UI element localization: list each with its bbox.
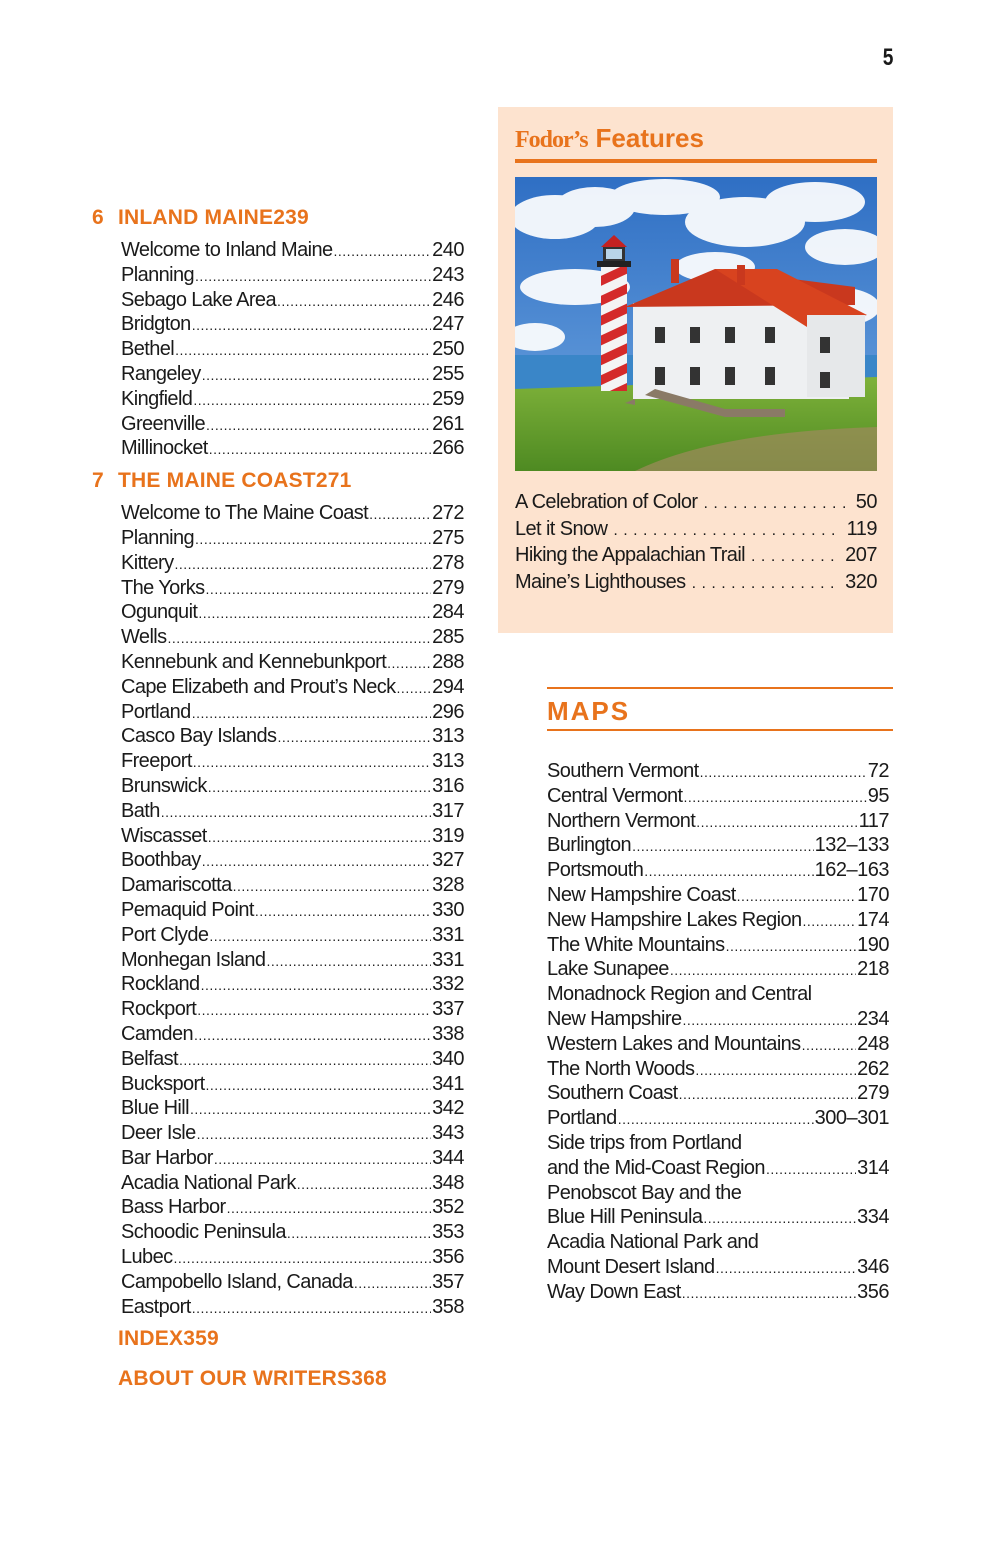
- leader-dots: [703, 491, 849, 516]
- map-entry-page: 218: [857, 958, 889, 981]
- leader-dots: [737, 884, 856, 908]
- map-entry-page: 346: [857, 1255, 889, 1278]
- leader-dots: [192, 701, 431, 725]
- toc-entry-label: Bethel: [121, 338, 175, 361]
- leader-dots: [197, 1122, 431, 1146]
- leader-dots: [174, 1246, 432, 1270]
- leader-dots: [194, 1023, 431, 1047]
- leader-dots: [277, 725, 431, 749]
- leader-dots: [195, 527, 431, 551]
- page-number: 5: [882, 44, 894, 71]
- map-entry[interactable]: [547, 759, 889, 784]
- leader-dots: [334, 239, 432, 263]
- toc-entry-label: Bath: [121, 799, 160, 822]
- map-entry[interactable]: [547, 784, 889, 809]
- map-entry-line: Monadnock Region and Central: [547, 983, 812, 1006]
- map-entry-page: 162–163: [814, 859, 889, 882]
- toc-entry-page: 250: [432, 338, 464, 361]
- toc-entry-page: 343: [432, 1122, 464, 1145]
- toc-entry-page: 278: [432, 551, 464, 574]
- features-divider: [515, 159, 877, 163]
- toc-chapter-heading[interactable]: [92, 206, 464, 238]
- leader-dots: [287, 1221, 431, 1245]
- features-box: [498, 107, 893, 633]
- map-entry[interactable]: [547, 1007, 889, 1032]
- leader-dots: [192, 1296, 431, 1320]
- toc-entry-label: Ogunquit: [121, 601, 198, 624]
- toc-entry[interactable]: [121, 1245, 464, 1270]
- map-entry-page: 117: [858, 809, 889, 832]
- toc-entry-page: 352: [432, 1196, 464, 1219]
- toc-entry-page: 266: [432, 437, 464, 460]
- leader-dots: [192, 313, 431, 337]
- map-entry-label: The North Woods: [547, 1057, 695, 1080]
- leader-dots: [168, 626, 432, 650]
- toc-entry[interactable]: [121, 436, 464, 461]
- toc-entry[interactable]: [121, 551, 464, 576]
- leader-dots: [193, 388, 431, 412]
- toc-entry-label: Brunswick: [121, 774, 207, 797]
- toc-entry[interactable]: [121, 238, 464, 263]
- toc-about-writers-page: 368: [351, 1367, 387, 1391]
- fodors-logo: Fodor’s: [515, 127, 588, 153]
- toc-entry-label: Monhegan Island: [121, 948, 266, 971]
- toc-entry-page: 337: [432, 998, 464, 1021]
- toc-entry-page: 331: [432, 923, 464, 946]
- toc-entry[interactable]: [121, 724, 464, 749]
- toc-entry-label: Sebago Lake Area: [121, 288, 276, 311]
- toc-entry-label: Kingfield: [121, 387, 193, 410]
- map-entry-page: 174: [857, 908, 889, 931]
- toc-entry[interactable]: [121, 362, 464, 387]
- chapter-title: INLAND MAINE: [118, 206, 274, 229]
- leader-dots: [209, 437, 431, 461]
- leader-dots: [682, 1281, 856, 1305]
- leader-dots: [202, 363, 431, 387]
- map-entry-page: 279: [857, 1082, 889, 1105]
- map-entry-line: Acadia National Park and: [547, 1231, 759, 1254]
- map-entry-label: Northern Vermont: [547, 809, 696, 832]
- leader-dots: [618, 1107, 814, 1131]
- map-entry-label: Lake Sunapee: [547, 958, 669, 981]
- feature-entry-page: 320: [845, 570, 877, 593]
- leader-dots: [684, 785, 867, 809]
- map-entry-line: Penobscot Bay and the: [547, 1181, 742, 1204]
- toc-entry-page: 327: [432, 849, 464, 872]
- leader-dots: [632, 834, 814, 858]
- leader-dots: [726, 934, 857, 958]
- toc-entry-page: 344: [432, 1146, 464, 1169]
- toc-entry[interactable]: [121, 1096, 464, 1121]
- toc-entry[interactable]: [121, 1022, 464, 1047]
- toc-entry[interactable]: [121, 1195, 464, 1220]
- toc-entry[interactable]: [121, 948, 464, 973]
- leader-dots: [700, 760, 867, 784]
- toc-entry-page: 284: [432, 601, 464, 624]
- feature-entry-label: Let it Snow: [515, 517, 608, 540]
- maps-bottom-rule: [547, 729, 893, 731]
- toc-entry-page: 255: [432, 362, 464, 385]
- toc-entry-label: Pemaquid Point: [121, 898, 254, 921]
- toc-entry-page: 275: [432, 526, 464, 549]
- map-entry[interactable]: [547, 1205, 889, 1230]
- toc-entry-label: Millinocket: [121, 437, 208, 460]
- toc-entry-page: 331: [432, 948, 464, 971]
- leader-dots: [354, 1271, 431, 1295]
- map-entry[interactable]: [547, 1057, 889, 1082]
- toc-entry[interactable]: [121, 873, 464, 898]
- toc-entry-label: Welcome to Inland Maine: [121, 239, 333, 261]
- leader-dots: [209, 924, 431, 948]
- feature-entry[interactable]: [515, 489, 877, 516]
- leader-dots: [802, 1033, 857, 1057]
- toc-entry-page: 316: [432, 774, 464, 797]
- toc-entry-page: 330: [432, 898, 464, 921]
- toc-entry-label: Damariscotta: [121, 874, 232, 897]
- toc-entry-page: 247: [432, 313, 464, 336]
- map-entry-label: New Hampshire: [547, 1007, 682, 1030]
- feature-entry-label: Maine’s Lighthouses: [515, 570, 686, 593]
- leader-dots: [206, 577, 432, 601]
- leader-dots: [201, 973, 432, 997]
- toc-entry[interactable]: [121, 263, 464, 288]
- map-entry[interactable]: [547, 933, 889, 958]
- toc-entry-page: 338: [432, 1022, 464, 1045]
- toc-entry-label: Wiscasset: [121, 824, 207, 847]
- toc-entry-page: 356: [432, 1246, 464, 1269]
- map-entry-label: and the Mid-Coast Region: [547, 1156, 765, 1179]
- leader-dots: [233, 874, 432, 898]
- toc-entry-label: Bridgton: [121, 313, 191, 336]
- toc-entry[interactable]: [121, 848, 464, 873]
- leader-dots: [255, 899, 431, 923]
- map-entry[interactable]: [547, 833, 889, 858]
- toc-entry-label: Deer Isle: [121, 1122, 196, 1145]
- map-entry-label: Portland: [547, 1107, 617, 1130]
- map-entry-page: 170: [857, 883, 889, 906]
- feature-entry-page: 119: [846, 517, 877, 540]
- toc-entry-label: Bass Harbor: [121, 1196, 226, 1219]
- toc-entry[interactable]: [121, 650, 464, 675]
- map-entry-label: Southern Vermont: [547, 760, 699, 782]
- toc-entry-label: Kittery: [121, 551, 174, 574]
- map-entry-page: 300–301: [814, 1107, 889, 1130]
- chapter-page: 271: [315, 469, 352, 493]
- map-entry-label: Portsmouth: [547, 859, 644, 882]
- leader-dots: [682, 1008, 856, 1032]
- leader-dots: [692, 571, 840, 596]
- toc-entry[interactable]: [121, 700, 464, 725]
- map-entry-label: The White Mountains: [547, 933, 725, 956]
- toc-entry[interactable]: [121, 387, 464, 412]
- map-entry-label: Way Down East: [547, 1280, 681, 1303]
- features-heading: [515, 123, 704, 157]
- toc-entry-label: Lubec: [121, 1246, 173, 1269]
- toc-entry-page: 296: [432, 700, 464, 723]
- toc-entry[interactable]: [121, 625, 464, 650]
- features-title: Features: [595, 123, 704, 153]
- chapter-page: 239: [273, 206, 309, 229]
- feature-entry[interactable]: [515, 542, 877, 569]
- chapter-list: [92, 206, 464, 1319]
- chapter-number: 7: [92, 469, 104, 493]
- toc-entry-label: Rangeley: [121, 362, 201, 385]
- lighthouse-photo: [515, 177, 877, 471]
- toc-entry-label: Bucksport: [121, 1072, 205, 1095]
- toc-entry-page: 272: [432, 502, 464, 525]
- toc-entry-page: 261: [432, 412, 464, 435]
- maps-title: MAPS: [547, 696, 631, 726]
- map-entry[interactable]: [547, 1255, 889, 1280]
- toc-entry-label: Blue Hill: [121, 1097, 189, 1120]
- leader-dots: [266, 949, 431, 973]
- leader-dots: [751, 544, 839, 569]
- maps-section: [547, 687, 893, 1305]
- toc-entry-label: Camden: [121, 1022, 193, 1045]
- toc-entry[interactable]: [121, 774, 464, 799]
- map-entry-label: New Hampshire Lakes Region: [547, 908, 802, 931]
- toc-entry-page: 340: [432, 1047, 464, 1070]
- map-entry[interactable]: [547, 858, 889, 883]
- toc-entry-page: 328: [432, 874, 464, 897]
- map-entry-page: 248: [857, 1032, 889, 1055]
- toc-entry-page: 317: [432, 799, 464, 822]
- map-entry-line: Side trips from Portland: [547, 1131, 742, 1154]
- map-entry-page: 190: [857, 933, 889, 956]
- leader-dots: [679, 1082, 857, 1106]
- map-entry-page: 356: [857, 1280, 889, 1303]
- map-entry-label: Blue Hill Peninsula: [547, 1206, 703, 1229]
- toc-entry-page: 357: [432, 1270, 464, 1293]
- map-entry[interactable]: [547, 883, 889, 908]
- feature-entry-page: 50: [855, 491, 877, 513]
- toc-entry[interactable]: [121, 501, 464, 526]
- toc-entry-label: Welcome to The Maine Coast: [121, 502, 369, 525]
- toc-entry-page: 240: [432, 239, 464, 261]
- leader-dots: [696, 810, 857, 834]
- toc-entry[interactable]: [121, 923, 464, 948]
- toc-entry-label: Kennebunk and Kennebunkport: [121, 650, 387, 673]
- table-of-contents: [92, 206, 464, 1399]
- map-entry[interactable]: [547, 957, 889, 982]
- feature-entry-page: 207: [845, 544, 877, 567]
- map-entry[interactable]: [547, 1032, 889, 1057]
- toc-entry[interactable]: [121, 1146, 464, 1171]
- toc-entry-page: 285: [432, 626, 464, 649]
- toc-entry[interactable]: [121, 1171, 464, 1196]
- map-entry[interactable]: [547, 1106, 889, 1131]
- toc-entry-page: 348: [432, 1171, 464, 1194]
- map-entry[interactable]: [547, 1156, 889, 1181]
- toc-entry-label: Wells: [121, 626, 167, 649]
- leader-dots: [703, 1206, 856, 1230]
- map-entry[interactable]: [547, 908, 889, 933]
- leader-dots: [297, 1172, 431, 1196]
- feature-list: [515, 489, 877, 595]
- toc-entry-page: 358: [432, 1295, 464, 1318]
- leader-dots: [206, 413, 431, 437]
- toc-entry[interactable]: [121, 898, 464, 923]
- toc-entry-page: 313: [432, 725, 464, 748]
- leader-dots: [208, 775, 431, 799]
- toc-entry-page: 342: [432, 1097, 464, 1120]
- toc-entry[interactable]: [121, 526, 464, 551]
- map-entry-page: 132–133: [814, 834, 889, 857]
- toc-entry-page: 288: [432, 650, 464, 673]
- toc-entry-label: Campobello Island, Canada: [121, 1270, 353, 1293]
- leader-dots: [206, 1073, 432, 1097]
- toc-entry[interactable]: [121, 1220, 464, 1245]
- leader-dots: [190, 1097, 431, 1121]
- leader-dots: [766, 1157, 856, 1181]
- toc-entry-page: 319: [432, 824, 464, 847]
- toc-entry-page: 246: [432, 288, 464, 311]
- toc-entry-page: 279: [432, 576, 464, 599]
- chapter-number: 6: [92, 206, 104, 229]
- toc-entry-page: 313: [432, 750, 464, 773]
- toc-entry-page: 353: [432, 1221, 464, 1244]
- leader-dots: [387, 651, 431, 675]
- map-entry-label: Mount Desert Island: [547, 1255, 715, 1278]
- toc-entry-page: 294: [432, 675, 464, 698]
- toc-entry-label: Acadia National Park: [121, 1171, 296, 1194]
- toc-index-page: 359: [183, 1327, 219, 1351]
- map-entry[interactable]: [547, 1280, 889, 1305]
- map-entry-page: 314: [857, 1156, 889, 1179]
- feature-entry-label: A Celebration of Color: [515, 491, 698, 513]
- leader-dots: [227, 1196, 432, 1220]
- toc-entry[interactable]: [121, 600, 464, 625]
- map-entry-label: Central Vermont: [547, 784, 683, 807]
- map-entry-label: Southern Coast: [547, 1082, 678, 1105]
- toc-chapter-heading[interactable]: [92, 469, 464, 501]
- toc-entry[interactable]: [121, 799, 464, 824]
- leader-dots: [202, 849, 431, 873]
- toc-entry[interactable]: [121, 824, 464, 849]
- leader-dots: [369, 502, 431, 526]
- toc-entry-label: Schoodic Peninsula: [121, 1221, 286, 1244]
- toc-entry[interactable]: [121, 288, 464, 313]
- leader-dots: [179, 1048, 431, 1072]
- toc-entry[interactable]: [121, 1121, 464, 1146]
- leader-dots: [193, 750, 431, 774]
- toc-entry-page: 341: [432, 1072, 464, 1095]
- toc-entry-label: Bar Harbor: [121, 1146, 213, 1169]
- map-entry-label: Burlington: [547, 834, 632, 857]
- toc-entry-page: 243: [432, 263, 464, 286]
- toc-chapter: [92, 469, 464, 1319]
- feature-entry[interactable]: [515, 569, 877, 596]
- leader-dots: [174, 552, 431, 576]
- map-entry-page: 72: [867, 760, 889, 782]
- leader-dots: [803, 909, 857, 933]
- toc-entry-label: The Yorks: [121, 576, 205, 599]
- leader-dots: [613, 518, 840, 543]
- leader-dots: [175, 338, 431, 362]
- map-entry-page: 262: [857, 1057, 889, 1080]
- toc-entry-label: Eastport: [121, 1295, 191, 1318]
- leader-dots: [208, 825, 431, 849]
- toc-entry-label: Belfast: [121, 1047, 178, 1070]
- map-entry[interactable]: [547, 1081, 889, 1106]
- map-entry-label: Western Lakes and Mountains: [547, 1032, 801, 1055]
- toc-index-link[interactable]: [118, 1327, 464, 1359]
- toc-entry-label: Boothbay: [121, 849, 201, 872]
- toc-entry-label: Freeport: [121, 750, 192, 773]
- toc-entry-page: 332: [432, 973, 464, 996]
- toc-entry[interactable]: [121, 972, 464, 997]
- toc-entry[interactable]: [121, 749, 464, 774]
- toc-entry[interactable]: [121, 576, 464, 601]
- toc-about-writers-label: ABOUT OUR WRITERS: [118, 1367, 352, 1391]
- toc-entry[interactable]: [121, 1270, 464, 1295]
- maps-list: [547, 759, 889, 1305]
- leader-dots: [197, 998, 431, 1022]
- toc-entry-label: Rockport: [121, 998, 197, 1021]
- leader-dots: [670, 958, 856, 982]
- toc-entry[interactable]: [121, 1295, 464, 1320]
- leader-dots: [195, 264, 431, 288]
- leader-dots: [695, 1058, 856, 1082]
- map-entry[interactable]: [547, 809, 889, 834]
- map-entry-page: 334: [857, 1206, 889, 1229]
- toc-entry[interactable]: [121, 312, 464, 337]
- leader-dots: [397, 676, 432, 700]
- map-entry-page: 95: [867, 784, 889, 807]
- toc-index-label: INDEX: [118, 1327, 184, 1351]
- toc-entry[interactable]: [121, 412, 464, 437]
- toc-entry-label: Planning: [121, 263, 195, 286]
- toc-entry[interactable]: [121, 337, 464, 362]
- toc-entry-list: [121, 501, 464, 1319]
- toc-entry-label: Portland: [121, 700, 191, 723]
- leader-dots: [644, 859, 813, 883]
- toc-entry-label: Greenville: [121, 412, 206, 435]
- toc-entry[interactable]: [121, 1047, 464, 1072]
- toc-entry-label: Rockland: [121, 973, 200, 996]
- toc-entry[interactable]: [121, 675, 464, 700]
- leader-dots: [198, 601, 431, 625]
- leader-dots: [716, 1256, 857, 1280]
- toc-entry[interactable]: [121, 1072, 464, 1097]
- toc-entry-list: [121, 238, 464, 461]
- toc-entry-label: Cape Elizabeth and Prout’s Neck: [121, 675, 396, 698]
- toc-entry-label: Planning: [121, 526, 195, 549]
- toc-chapter: [92, 206, 464, 461]
- toc-entry-page: 259: [432, 387, 464, 410]
- leader-dots: [214, 1147, 431, 1171]
- toc-entry-label: Port Clyde: [121, 923, 209, 946]
- feature-entry[interactable]: [515, 516, 877, 543]
- leader-dots: [161, 800, 431, 824]
- toc-entry-label: Casco Bay Islands: [121, 725, 277, 748]
- toc-about-writers-link[interactable]: [118, 1367, 464, 1399]
- map-entry-page: 234: [857, 1007, 889, 1030]
- feature-entry-label: Hiking the Appalachian Trail: [515, 544, 746, 567]
- map-entry-label: New Hampshire Coast: [547, 883, 736, 906]
- toc-entry[interactable]: [121, 997, 464, 1022]
- leader-dots: [277, 289, 431, 313]
- chapter-title: THE MAINE COAST: [118, 469, 316, 493]
